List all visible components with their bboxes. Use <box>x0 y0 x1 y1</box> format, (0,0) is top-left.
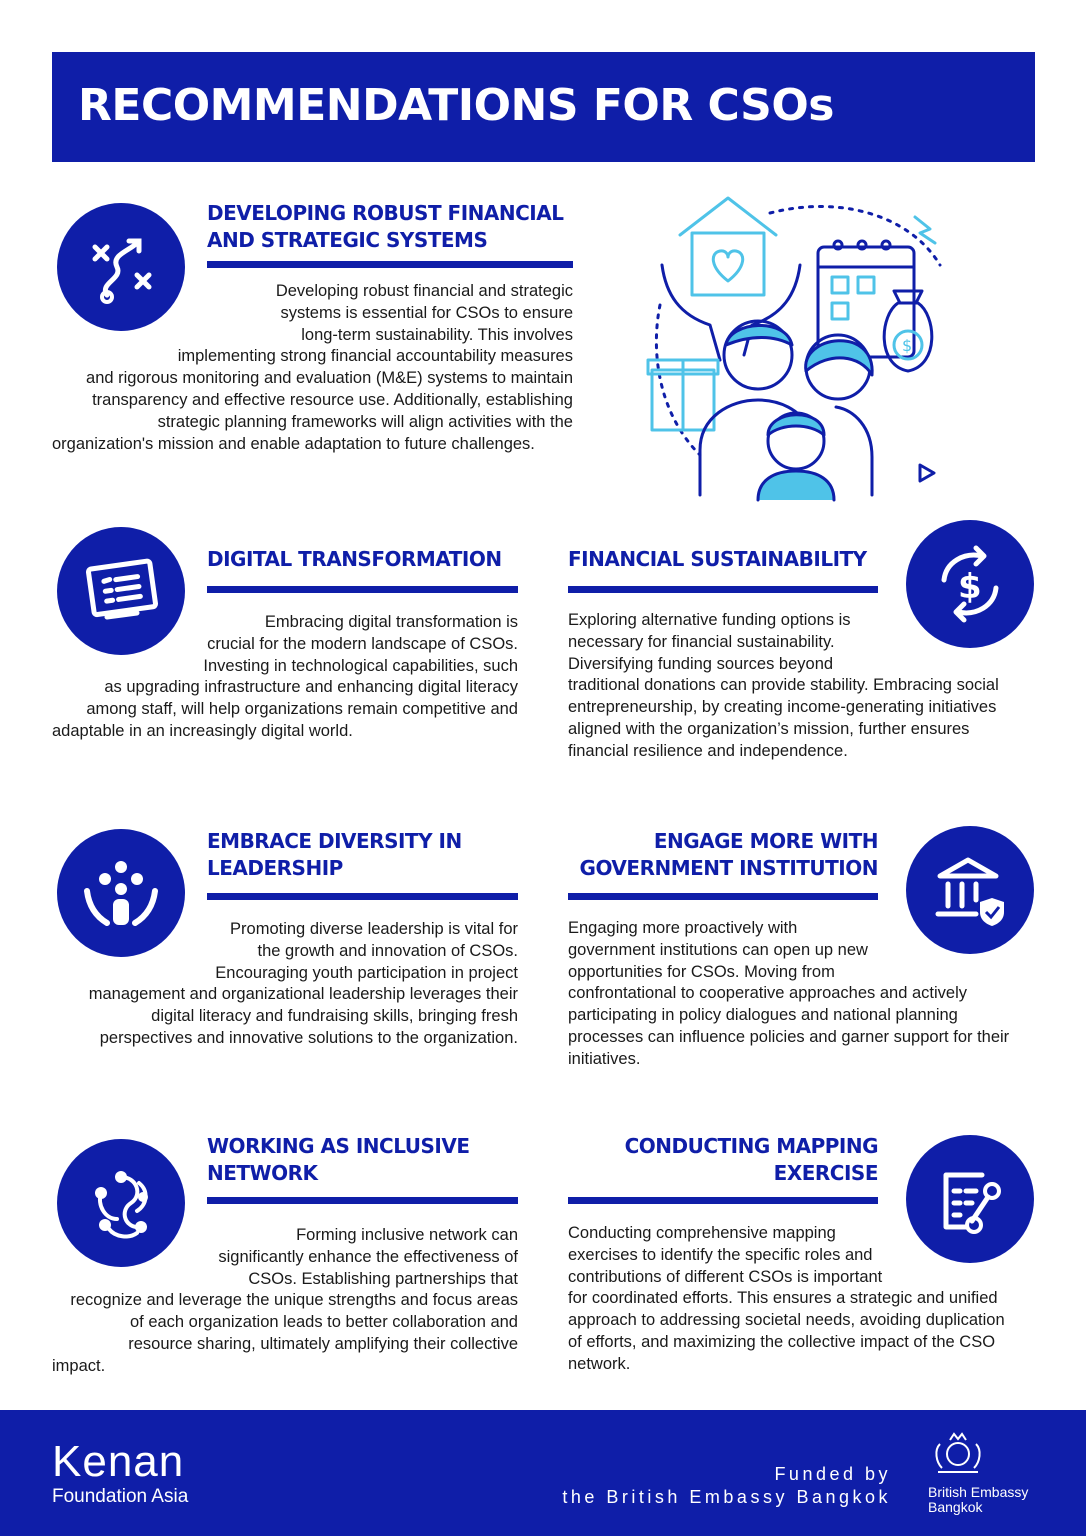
section-rule <box>568 1197 878 1204</box>
section-body-financial-systems: Developing robust financial and strategic systems is essential for CSOs to ensure long-term sustainability. This involves implementing strong financial accountability measures and rigorous monitoring and evaluation (M&E) systems to maintain transparency and effective resource use. Additionally, establishing strategic planning frameworks will align activities with the organization's mission and enable adaptation to future challenges. <box>52 282 573 453</box>
section-body-sustainability: Exploring alternative funding options is necessary for financial sustainability. Diversifying funding sources beyond traditional donations can provide stability. Embracing social entrepreneurship, by creating income-generating initiatives aligned with the organization’s mission, further ensures financial resilience and independence. <box>568 611 999 760</box>
section-rule <box>568 586 878 593</box>
section-body-mapping: Conducting comprehensive mapping exercises to identify the specific roles and contributions of different CSOs is important for coordinated efforts. This ensures a strategic and unified approach to addressing societal needs, avoiding duplication of efforts, and maximizing the collective impact of the CSO network. <box>568 1224 1005 1373</box>
section-title-government: ENGAGE MORE WITH GOVERNMENT INSTITUTION <box>579 829 878 880</box>
section-body-digital: Embracing digital transformation is crucial for the modern landscape of CSOs. Investing in technological capabilities, such as upgrading infrastructure and enhancing digital literacy among staff, will help organizations remain competitive and adaptable in an increasingly digital world. <box>52 613 518 740</box>
kenan-logo-sub: Foundation Asia <box>52 1486 189 1507</box>
funded-by: Funded by the British Embassy Bangkok <box>562 1464 891 1507</box>
page-title: RECOMMENDATIONS FOR CSOs <box>78 80 834 131</box>
section-rule <box>207 893 518 900</box>
section-title-network: WORKING AS INCLUSIVE NETWORK <box>207 1134 470 1185</box>
section-rule <box>207 1197 518 1204</box>
footer <box>0 1410 1086 1536</box>
section-title-diversity: EMBRACE DIVERSITY IN LEADERSHIP <box>207 829 462 880</box>
section-body-network: Forming inclusive network can significantly enhance the effectiveness of CSOs. Establishing partnerships that recognize and leverage the unique strengths and focus areas of each organization leads to better collaboration and resource sharing, ultimately amplifying their collective impact. <box>52 1226 518 1375</box>
title-banner <box>52 52 1035 162</box>
section-title-financial-systems: DEVELOPING ROBUST FINANCIAL AND STRATEGIC SYSTEMS <box>207 201 564 252</box>
kenan-logo <box>52 1437 189 1508</box>
section-title-mapping: CONDUCTING MAPPING EXERCISE <box>624 1134 878 1185</box>
section-title-sustainability: FINANCIAL SUSTAINABILITY <box>568 547 867 571</box>
section-body-government: Engaging more proactively with government institutions can open up new opportunities for CSOs. Moving from confrontational to cooperative approaches and actively participating in policy dialogues and national planning processes can influence policies and garner support for their initiatives. <box>568 919 1010 1068</box>
svg-text:$: $ <box>958 567 982 607</box>
section-rule <box>568 893 878 900</box>
family-community-illustration <box>640 195 952 505</box>
section-rule <box>207 586 518 593</box>
embassy-line1: British Embassy <box>928 1484 1029 1500</box>
royal-crest-icon <box>928 1430 988 1476</box>
section-body-diversity: Promoting diverse leadership is vital for the growth and innovation of CSOs. Encouraging youth participation in project management and organizational leadership leverages their digital literacy and fundraising skills, bringing fresh perspectives and innovative solutions to the organization. <box>88 920 518 1047</box>
svg-text:$: $ <box>902 336 913 355</box>
kenan-logo-word: Kenan <box>52 1437 185 1486</box>
embassy-line2: Bangkok <box>928 1499 983 1515</box>
british-embassy-logo <box>928 1430 1048 1515</box>
section-rule <box>207 261 573 268</box>
section-title-digital: DIGITAL TRANSFORMATION <box>207 547 502 571</box>
